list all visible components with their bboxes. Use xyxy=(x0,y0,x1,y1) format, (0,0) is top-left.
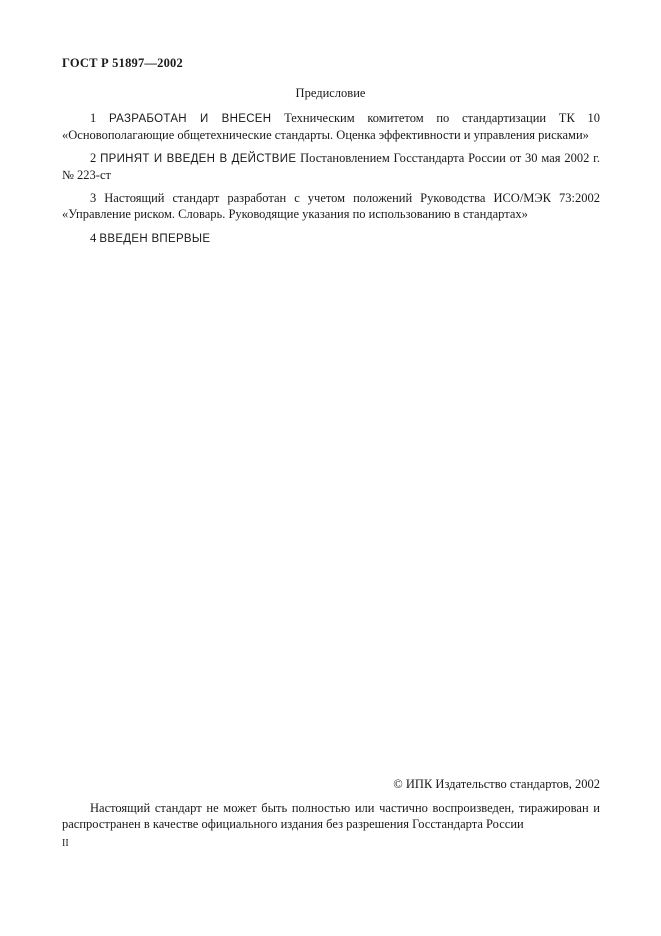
document-code: ГОСТ Р 51897—2002 xyxy=(62,56,183,70)
paragraph-number: 1 xyxy=(90,111,97,125)
reproduction-notice: Настоящий стандарт не может быть полностью или частично воспроизведен, тиражирован и распространен в качестве официального издания без разрешения Госстандарта России xyxy=(62,801,600,831)
paragraph-lead: РАЗРАБОТАН И ВНЕСЕН xyxy=(108,113,272,125)
paragraph-lead: ВВЕДЕН ВПЕРВЫЕ xyxy=(99,233,211,245)
section-title: Предисловие xyxy=(295,86,366,100)
paragraph-text: Техническим комитетом по стандартизации ТК 10 «Основополагающие общетехнические стандарты. Оценка эффективности и управления рисками» xyxy=(62,111,600,142)
paragraph-number: 3 xyxy=(90,191,97,205)
paragraph-1 xyxy=(62,110,600,143)
paragraph-4 xyxy=(62,230,600,247)
paragraph-number: 4 xyxy=(90,231,97,245)
paragraph-text: Настоящий стандарт разработан с учетом положений Руководства ИСО/МЭК 73:2002 «Управление риском. Словарь. Руководящие указания по использованию в стандартах» xyxy=(62,191,601,221)
copyright-line: © ИПК Издательство стандартов, 2002 xyxy=(393,777,600,791)
paragraph-2 xyxy=(62,150,600,183)
paragraph-3 xyxy=(62,190,600,222)
paragraph-text: Постановлением Госстандарта России от 30 мая 2002 г. № 223-ст xyxy=(62,151,600,182)
page-number: II xyxy=(62,838,69,849)
paragraph-number: 2 xyxy=(90,151,97,165)
paragraph-lead: ПРИНЯТ И ВВЕДЕН В ДЕЙСТВИЕ xyxy=(100,153,297,165)
